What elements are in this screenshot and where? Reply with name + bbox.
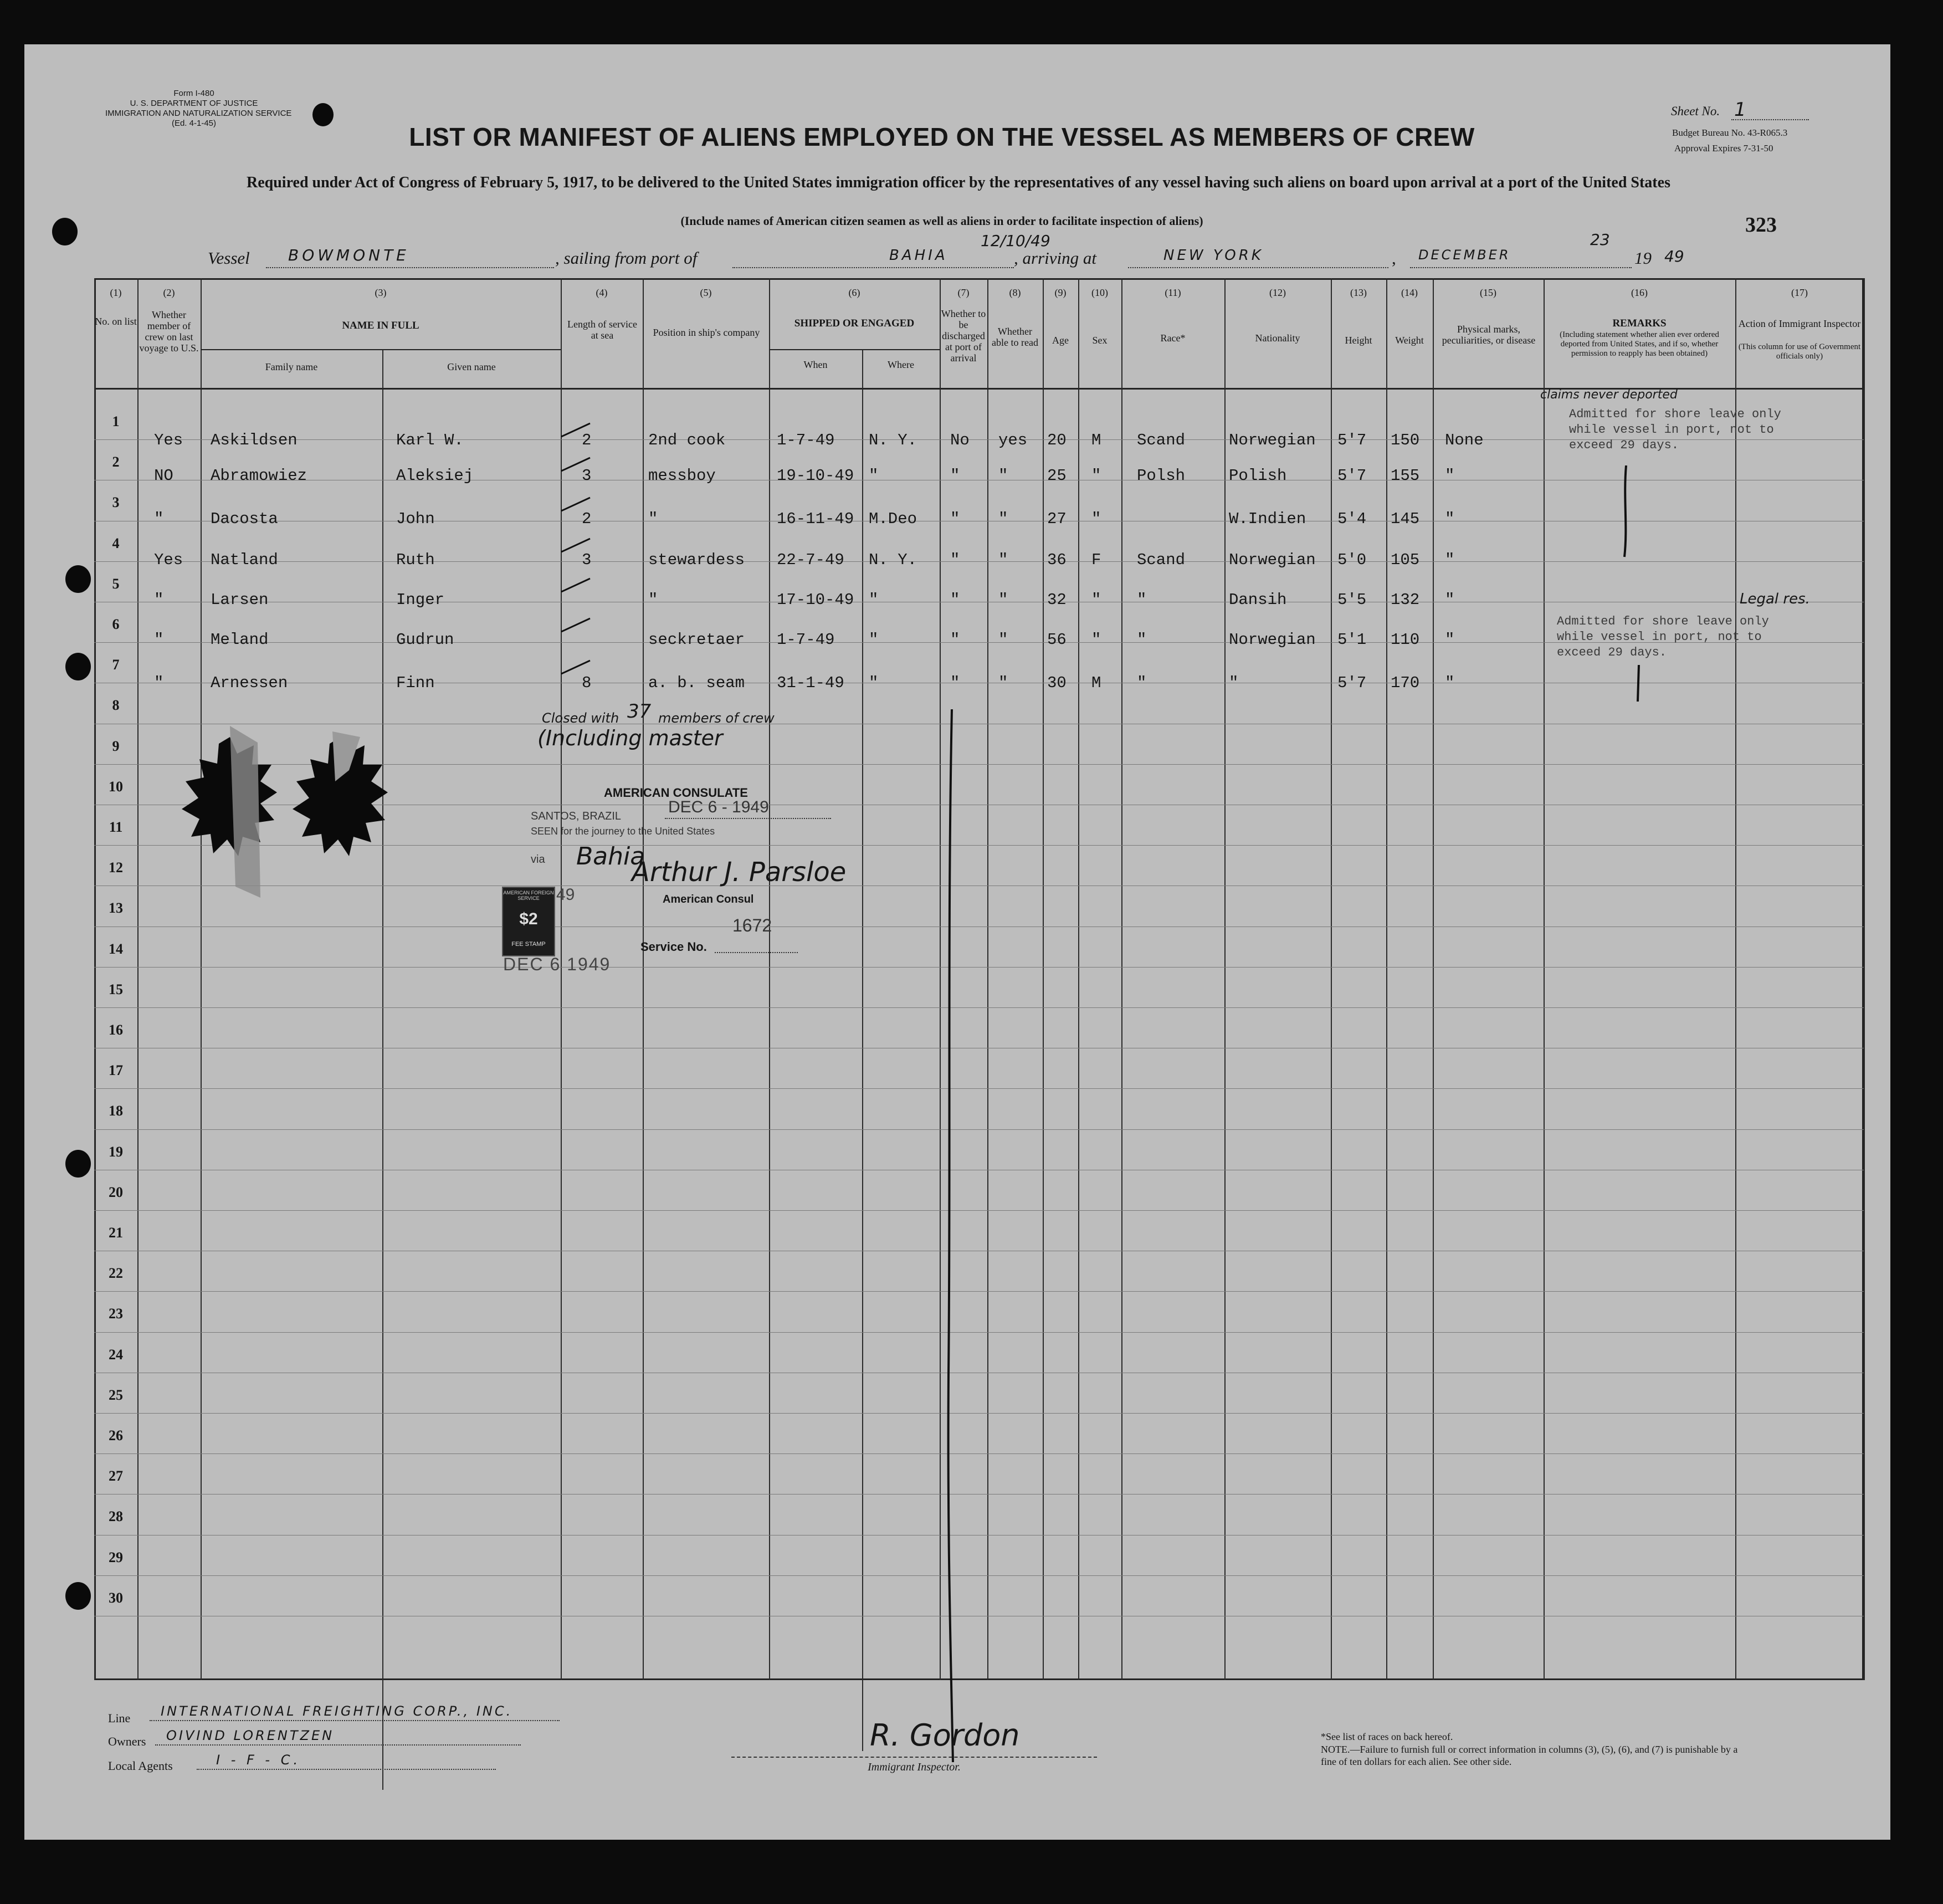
col-number: (15) (1480, 287, 1496, 298)
col-header-no: No. on list (95, 316, 137, 327)
shipped-where-cell: " (869, 467, 879, 485)
shipped-where-cell: " (869, 591, 879, 609)
row-number: 30 (109, 1590, 123, 1606)
height-cell: 5'0 (1337, 551, 1367, 569)
age-cell: 56 (1047, 631, 1067, 649)
discharge-cell: " (950, 674, 960, 692)
col-header-weight: Weight (1395, 335, 1424, 346)
member-cell: " (154, 674, 164, 692)
remarks-ditto-stroke-2 (1633, 665, 1644, 704)
family-name-cell: Abramowiez (211, 467, 307, 485)
age-cell: 27 (1047, 510, 1067, 528)
family-name-cell: Natland (211, 551, 278, 569)
fee-stamp: AMERICAN FOREIGN SERVICE $2 FEE STAMP (502, 887, 555, 956)
member-cell: " (154, 631, 164, 649)
punch-hole (52, 218, 78, 245)
department: U. S. DEPARTMENT OF JUSTICE (130, 99, 258, 108)
given-name-cell: John (396, 510, 435, 528)
shipped-when-cell: 22-7-49 (777, 551, 844, 569)
race-cell: " (1137, 591, 1147, 609)
given-name-cell: Ruth (396, 551, 435, 569)
col-header-sex: Sex (1092, 335, 1108, 346)
col-number: (6) (848, 287, 860, 298)
service-cell: 3 (582, 551, 592, 569)
col-number: (4) (596, 287, 608, 298)
col-header-inspector: Action of Immigrant Inspector (1738, 318, 1861, 329)
row-number: 13 (109, 900, 123, 916)
position-cell: stewardess (648, 551, 745, 569)
col-header-age: Age (1052, 335, 1069, 346)
sailing-label: , sailing from port of (555, 248, 698, 268)
nationality-cell: Dansih (1229, 591, 1287, 609)
inspector-signature: R. Gordon (870, 1718, 1020, 1753)
remarks-stamp-1: Admitted for shore leave only while vessel in port, not to exceed 29 days. (1569, 407, 1781, 452)
sex-cell: F (1091, 551, 1101, 569)
given-name-cell: Inger (396, 591, 445, 609)
service-cell: 2 (582, 431, 592, 449)
shipped-where-cell: M.Deo (869, 510, 917, 528)
member-cell: Yes (154, 551, 183, 569)
col-number: (5) (700, 287, 712, 298)
marks-cell: " (1445, 551, 1455, 569)
punch-hole (65, 1150, 91, 1178)
family-name-cell: Dacosta (211, 510, 278, 528)
col-number: (1) (110, 287, 122, 298)
col-header-family: Family name (265, 361, 318, 372)
crew-count: 37 (627, 700, 652, 723)
row-number: 17 (109, 1062, 123, 1078)
nationality-cell: Norwegian (1229, 551, 1316, 569)
row-number: 19 (109, 1144, 123, 1160)
shipped-when-cell: 16-11-49 (777, 510, 854, 528)
consul-label: American Consul (663, 893, 754, 905)
discharge-cell: " (950, 591, 960, 609)
read-cell: " (998, 674, 1008, 692)
row-number: 23 (109, 1306, 123, 1322)
shipped-where-cell: " (869, 674, 879, 692)
service-name: IMMIGRATION AND NATURALIZATION SERVICE (105, 109, 292, 118)
discharge-cell: " (950, 631, 960, 649)
nationality-cell: " (1229, 674, 1239, 692)
row-number: 15 (109, 981, 123, 997)
marks-cell: " (1445, 674, 1455, 692)
race-cell: Scand (1137, 431, 1186, 449)
inspector-note: (This column for use of Government officials only) (1738, 342, 1861, 361)
col-header-given: Given name (447, 361, 496, 372)
vessel-label: Vessel (208, 248, 250, 268)
col-header-marks: Physical marks, peculiarities, or disease (1442, 324, 1536, 346)
arrival-year-prefix: 19 (1634, 248, 1652, 268)
member-cell: Yes (154, 431, 183, 449)
col-number: (16) (1631, 287, 1648, 298)
col-number: (7) (957, 287, 970, 298)
col-header-nationality: Nationality (1255, 332, 1300, 344)
remarks-ditto-stroke (1618, 465, 1634, 560)
race-cell: " (1137, 631, 1147, 649)
sheet-number-label: Sheet No. (1671, 104, 1720, 118)
sex-cell: M (1091, 674, 1101, 692)
height-cell: 5'4 (1337, 510, 1367, 528)
including-master: (Including master (537, 726, 723, 750)
page-subtitle: Required under Act of Congress of February 5, 1917, to be delivered to the United States immigration officer by the representatives of any vessel having such aliens on board upon arrival at a port of the United States (247, 174, 1670, 191)
line-value: INTERNATIONAL FREIGHTING CORP., INC. (161, 1703, 513, 1719)
row-number: 11 (109, 819, 123, 835)
row-number: 28 (109, 1508, 123, 1524)
shipped-when-cell: 17-10-49 (777, 591, 854, 609)
col-number: (9) (1054, 287, 1067, 298)
remarks-note: (Including statement whether alien ever ordered deported from United States, and if so, whether permission to reapply has been obtained) (1560, 330, 1719, 358)
consulate-city: SANTOS, BRAZIL (531, 810, 622, 822)
read-cell: " (998, 551, 1008, 569)
row-number: 26 (109, 1427, 123, 1444)
height-cell: 5'7 (1337, 431, 1367, 449)
weight-cell: 150 (1391, 431, 1420, 449)
height-cell: 5'5 (1337, 591, 1367, 609)
service-cell: 8 (582, 674, 592, 692)
punch-hole (65, 1582, 91, 1610)
race-cell: " (1137, 674, 1147, 692)
weight-cell: 110 (1391, 631, 1420, 649)
row-number: 20 (109, 1184, 123, 1200)
col-header-service: Length of service at sea (567, 319, 637, 341)
row-number: 6 (112, 616, 120, 632)
row-number: 5 (112, 576, 120, 592)
read-cell: " (998, 631, 1008, 649)
shipped-where-cell: N. Y. (869, 431, 917, 449)
shipped-where-cell: N. Y. (869, 551, 917, 569)
position-cell: seckretaer (648, 631, 745, 649)
given-name-cell: Gudrun (396, 631, 454, 649)
family-name-cell: Askildsen (211, 431, 298, 449)
col-number: (8) (1009, 287, 1021, 298)
vessel-name: BOWMONTE (288, 246, 409, 264)
family-name-cell: Meland (211, 631, 269, 649)
col-header-race: Race* (1160, 332, 1186, 344)
penalty-note: NOTE.—Failure to furnish full or correct information in columns (3), (5), (6), and (7) is punishable by a fine of ten dollars for each alien. See other side. (1321, 1744, 1738, 1767)
shipped-when-cell: 1-7-49 (777, 431, 835, 449)
col-header-position: Position in ship's company (653, 327, 760, 338)
inspector-hand-note: Legal res. (1740, 591, 1810, 607)
fee-stamp-year: 49 (556, 886, 575, 904)
member-cell: " (154, 510, 164, 528)
approval-expires: Approval Expires 7-31-50 (1674, 143, 1773, 153)
position-cell: 2nd cook (648, 431, 726, 449)
service-cell: 3 (582, 467, 592, 485)
row-number: 22 (109, 1265, 123, 1281)
col-number: (14) (1401, 287, 1418, 298)
read-cell: " (998, 591, 1008, 609)
member-cell: " (154, 591, 164, 609)
discharge-cell: " (950, 467, 960, 485)
col-number: (13) (1350, 287, 1367, 298)
row-number: 27 (109, 1468, 123, 1484)
wax-seals (177, 720, 410, 920)
row-number: 2 (112, 454, 120, 470)
row-number: 24 (109, 1347, 123, 1363)
arrival-year-suffix: 49 (1664, 247, 1684, 265)
col-header-discharge: Whether to be discharged at port of arrival (941, 308, 986, 364)
age-cell: 25 (1047, 467, 1067, 485)
col-number: (2) (163, 287, 175, 298)
row-number: 12 (109, 859, 123, 876)
owners-label: Owners (108, 1734, 146, 1748)
weight-cell: 155 (1391, 467, 1420, 485)
col-header-where: Where (888, 359, 914, 370)
discharge-cell: " (950, 510, 960, 528)
consulate-via: Bahia (576, 842, 645, 871)
col-number: (3) (375, 287, 387, 298)
given-name-cell: Aleksiej (396, 467, 474, 485)
form-number: Form I-480 (173, 89, 214, 98)
sex-cell: " (1091, 467, 1101, 485)
races-note: *See list of races on back hereof. (1321, 1731, 1453, 1742)
closed-prefix: Closed with (542, 710, 619, 726)
line-label: Line (108, 1711, 131, 1725)
given-name-cell: Karl W. (396, 431, 464, 449)
marks-cell: " (1445, 591, 1455, 609)
weight-cell: 145 (1391, 510, 1420, 528)
nationality-cell: Norwegian (1229, 631, 1316, 649)
age-cell: 20 (1047, 431, 1067, 449)
sex-cell: " (1091, 591, 1101, 609)
race-cell: Scand (1137, 551, 1186, 569)
punch-hole (65, 565, 91, 593)
marks-cell: " (1445, 510, 1455, 528)
height-cell: 5'1 (1337, 631, 1367, 649)
arriving-label: , arriving at (1014, 248, 1096, 268)
position-cell: a. b. seam (648, 674, 745, 692)
nationality-cell: W.Indien (1229, 510, 1306, 528)
sailing-date: 12/10/49 (981, 232, 1050, 250)
page-note: (Include names of American citizen seamen as well as aliens in order to facilitate inspection of aliens) (680, 214, 1203, 228)
consulate-seen: SEEN for the journey to the United States (531, 826, 715, 837)
col-number: (17) (1791, 287, 1808, 298)
row-number: 9 (112, 738, 120, 754)
row-number: 18 (109, 1103, 123, 1119)
agents-label: Local Agents (108, 1759, 173, 1773)
col-number: (11) (1165, 287, 1181, 298)
row-number: 1 (112, 413, 120, 429)
discharge-cell: No (950, 431, 970, 449)
discharge-cell: " (950, 551, 960, 569)
col-number: (12) (1269, 287, 1286, 298)
sex-cell: " (1091, 631, 1101, 649)
agents-value: I - F - C. (216, 1752, 301, 1768)
row-number: 8 (112, 697, 120, 713)
height-cell: 5'7 (1337, 467, 1367, 485)
col-header-read: Whether able to read (992, 326, 1038, 348)
row-number: 16 (109, 1022, 123, 1038)
read-cell: yes (998, 431, 1028, 449)
age-cell: 30 (1047, 674, 1067, 692)
row-number: 10 (109, 779, 123, 795)
family-name-cell: Arnessen (211, 674, 288, 692)
page-number: 323 (1745, 213, 1777, 237)
crew-table (94, 0, 1867, 1904)
form-edition: (Ed. 4-1-45) (171, 119, 217, 128)
sheet-number-value: 1 (1734, 99, 1746, 121)
marks-cell: None (1445, 431, 1484, 449)
service-cell: 2 (582, 510, 592, 528)
read-cell: " (998, 467, 1008, 485)
weight-cell: 170 (1391, 674, 1420, 692)
shipped-where-cell: " (869, 631, 879, 649)
remarks-stamp-2: Admitted for shore leave only while vessel in port, not to exceed 29 days. (1557, 615, 1769, 659)
service-label: Service No. (640, 940, 707, 954)
row-number: 29 (109, 1549, 123, 1565)
row-number: 3 (112, 494, 120, 510)
race-cell: Polsh (1137, 467, 1186, 485)
weight-cell: 105 (1391, 551, 1420, 569)
consulate-via-label: via (531, 853, 545, 866)
row-number: 7 (112, 657, 120, 673)
owners-value: OIVIND LORENTZEN (166, 1728, 335, 1743)
read-cell: " (998, 510, 1008, 528)
member-cell: NO (154, 467, 173, 485)
position-cell: " (648, 591, 658, 609)
row-number: 14 (109, 941, 123, 957)
col-number: (10) (1091, 287, 1108, 298)
inspector-label: Immigrant Inspector. (868, 1761, 961, 1773)
closed-suffix: members of crew (658, 710, 775, 726)
shipped-when-cell: 1-7-49 (777, 631, 835, 649)
position-cell: " (648, 510, 658, 528)
col-header-when: When (803, 359, 828, 370)
remarks-hand-note: claims never deported (1540, 388, 1678, 402)
col-header-shipped: SHIPPED OR ENGAGED (794, 318, 915, 329)
shipped-when-cell: 19-10-49 (777, 467, 854, 485)
arrival-month: DECEMBER (1418, 247, 1511, 263)
shipped-when-cell: 31-1-49 (777, 674, 844, 692)
nationality-cell: Polish (1229, 467, 1287, 485)
age-cell: 32 (1047, 591, 1067, 609)
family-name-cell: Larsen (211, 591, 269, 609)
given-name-cell: Finn (396, 674, 435, 692)
service-number: 1672 (732, 915, 772, 935)
punch-hole (65, 653, 91, 680)
age-cell: 36 (1047, 551, 1067, 569)
row-number: 25 (109, 1387, 123, 1403)
sex-cell: M (1091, 431, 1101, 449)
col-header-height: Height (1345, 335, 1372, 346)
fee-stamp-cancel: DEC 6 1949 (503, 954, 611, 974)
discharge-ditto-line (936, 709, 970, 1773)
port-from: BAHIA (889, 247, 948, 264)
row-number: 4 (112, 535, 120, 551)
consulate-heading: AMERICAN CONSULATE (604, 786, 748, 800)
position-cell: messboy (648, 467, 716, 485)
page-title: LIST OR MANIFEST OF ALIENS EMPLOYED ON THE VESSEL AS MEMBERS OF CREW (409, 122, 1475, 151)
sex-cell: " (1091, 510, 1101, 528)
col-header-member: Whether member of crew on last voyage to U.S. (139, 309, 199, 354)
budget-bureau: Budget Bureau No. 43-R065.3 (1672, 127, 1788, 138)
marks-cell: " (1445, 467, 1455, 485)
service-slash-marks (557, 416, 596, 682)
weight-cell: 132 (1391, 591, 1420, 609)
consulate-date: DEC 6 - 1949 (668, 798, 769, 816)
arrival-day: 23 (1590, 231, 1610, 249)
row-number: 21 (109, 1225, 123, 1241)
marks-cell: " (1445, 631, 1455, 649)
height-cell: 5'7 (1337, 674, 1367, 692)
consul-signature: Arthur J. Parsloe (632, 857, 847, 888)
nationality-cell: Norwegian (1229, 431, 1316, 449)
col-header-name: NAME IN FULL (342, 320, 419, 331)
port-to: NEW YORK (1163, 247, 1264, 264)
col-header-remarks: REMARKS (1612, 318, 1667, 329)
